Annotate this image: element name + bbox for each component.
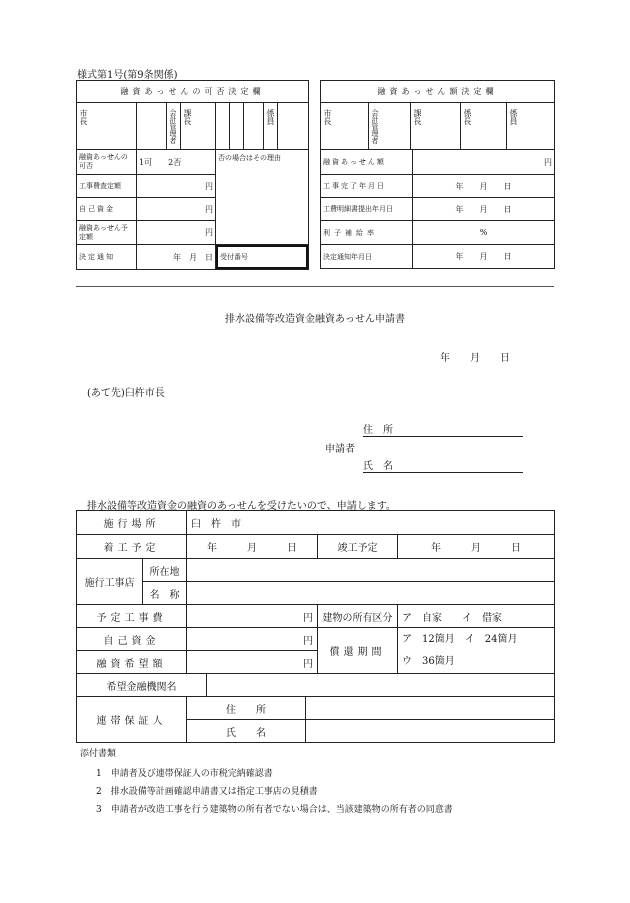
planned-cost-yen: 円 [187, 605, 318, 628]
statement-date-value: 年 月 日 [413, 198, 555, 221]
notice-date-label: 決定通知年月日 [321, 245, 413, 269]
finish-value: 年 月 日 [398, 535, 555, 559]
stamp-staff-right: 係員 [507, 103, 555, 150]
document-title: 排水設備等改造資金融資あっせん申請書 [225, 314, 405, 325]
attachment-item-1: 1 申請者及び連帯保証人の市税完納確認書 [96, 769, 273, 779]
repayment-value: ア 12箇月 イ 24箇月 ウ 36箇月 [398, 628, 555, 674]
receipt-number-cell: 受付番号 [216, 245, 309, 270]
stamp-subsection-chief-right: 係長 [461, 103, 507, 150]
guarantor-address-label: 住 所 [187, 697, 306, 720]
planned-cost-label: 予定工事費 [77, 605, 187, 628]
site-label: 施行場所 [77, 511, 187, 535]
loan-details [320, 149, 555, 269]
stamp-staff: 係員 [264, 103, 278, 150]
stamp-accountant: 会計管理者 [167, 103, 181, 150]
stamp-mayor: 市長 [77, 103, 137, 150]
own-funds-yen: 円 [187, 628, 318, 651]
application-table [76, 510, 555, 743]
cost-assessment-value: 円 [137, 175, 216, 198]
ownership-label: 建物の所有区分 [318, 605, 398, 628]
site-value: 臼 杵 市 [187, 511, 555, 535]
rejection-reason: 否の場合はその理由 [216, 150, 309, 245]
loan-request-yen: 円 [187, 651, 318, 674]
cost-assessment-label: 工事費査定額 [77, 175, 137, 198]
section-divider [76, 286, 554, 287]
decision-notice-value: 年 月 日 [137, 245, 216, 270]
planned-loan-label: 融資あっせん予定額 [77, 221, 137, 245]
guarantor-name-label: 氏 名 [187, 720, 306, 743]
start-value: 年 月 日 [187, 535, 318, 559]
notice-date-value: 年 月 日 [413, 245, 555, 269]
approval-value: 1可 2否 [137, 150, 216, 175]
stamp-mayor-right: 市長 [321, 103, 369, 150]
completion-date-value: 年 月 日 [413, 175, 555, 198]
approval-decision-box [76, 80, 309, 150]
ownership-value: ア 自家 イ 借家 [398, 605, 555, 628]
loan-amount-value: 円 [413, 150, 555, 175]
planned-loan-value: 円 [137, 221, 216, 245]
attachment-item-3: 3 申請者が改造工事を行う建築物の所有者でない場合は、当該建築物の所有者の同意書 [96, 805, 453, 815]
stamp-section-chief: 課長 [181, 103, 216, 150]
form-id: 様式第1号(第9条関係) [77, 70, 178, 81]
contractor-address-label: 所在地 [143, 559, 187, 582]
loan-decision-header: 融資あっせん額決定欄 [321, 81, 555, 103]
stamp-section-chief-right: 課長 [411, 103, 461, 150]
applicant-label: 申請者 [325, 444, 355, 455]
start-label: 着工予定 [77, 535, 187, 559]
finish-label: 竣工予定 [318, 535, 398, 559]
interest-rate-label: 利子補給率 [321, 221, 413, 245]
decision-notice-label: 決定通知 [77, 245, 137, 270]
loan-amount-decision-box [320, 80, 555, 150]
addressee: (あて先)臼杵市長 [87, 388, 165, 399]
own-funds-label: 自己資金 [77, 198, 137, 221]
interest-rate-value: % [413, 221, 555, 245]
application-date: 年 月 日 [440, 353, 510, 364]
approval-header: 融資あっせんの可否決定欄 [77, 81, 309, 103]
loan-amount-label: 融資あっせん額 [321, 150, 413, 175]
attachments-title: 添付書類 [80, 749, 117, 759]
own-funds-main-label: 自己資金 [77, 628, 187, 651]
contractor-label: 施行工事店 [77, 559, 143, 605]
completion-date-label: 工事完了年月日 [321, 175, 413, 198]
guarantor-label: 連帯保証人 [77, 697, 187, 743]
bank-label: 希望金融機関名 [77, 674, 207, 697]
own-funds-value: 円 [137, 198, 216, 221]
attachment-item-2: 2 排水設備等計画確認申請書又は指定工事店の見積書 [96, 787, 318, 797]
applicant-name: 氏 名 [363, 457, 523, 473]
statement-date-label: 工費明細書提出年月日 [321, 198, 413, 221]
repayment-label: 償還期間 [318, 628, 398, 674]
applicant-address: 住 所 [363, 421, 523, 437]
approval-details [76, 149, 309, 270]
contractor-name-label: 名 称 [143, 582, 187, 605]
intro-text: 排水設備等改造資金の融資のあっせんを受けたいので、申請します。 [87, 501, 396, 512]
loan-request-label: 融資希望額 [77, 651, 187, 674]
stamp-accountant-right: 会計管理者 [369, 103, 411, 150]
approval-label: 融資あっせんの可否 [77, 150, 137, 175]
